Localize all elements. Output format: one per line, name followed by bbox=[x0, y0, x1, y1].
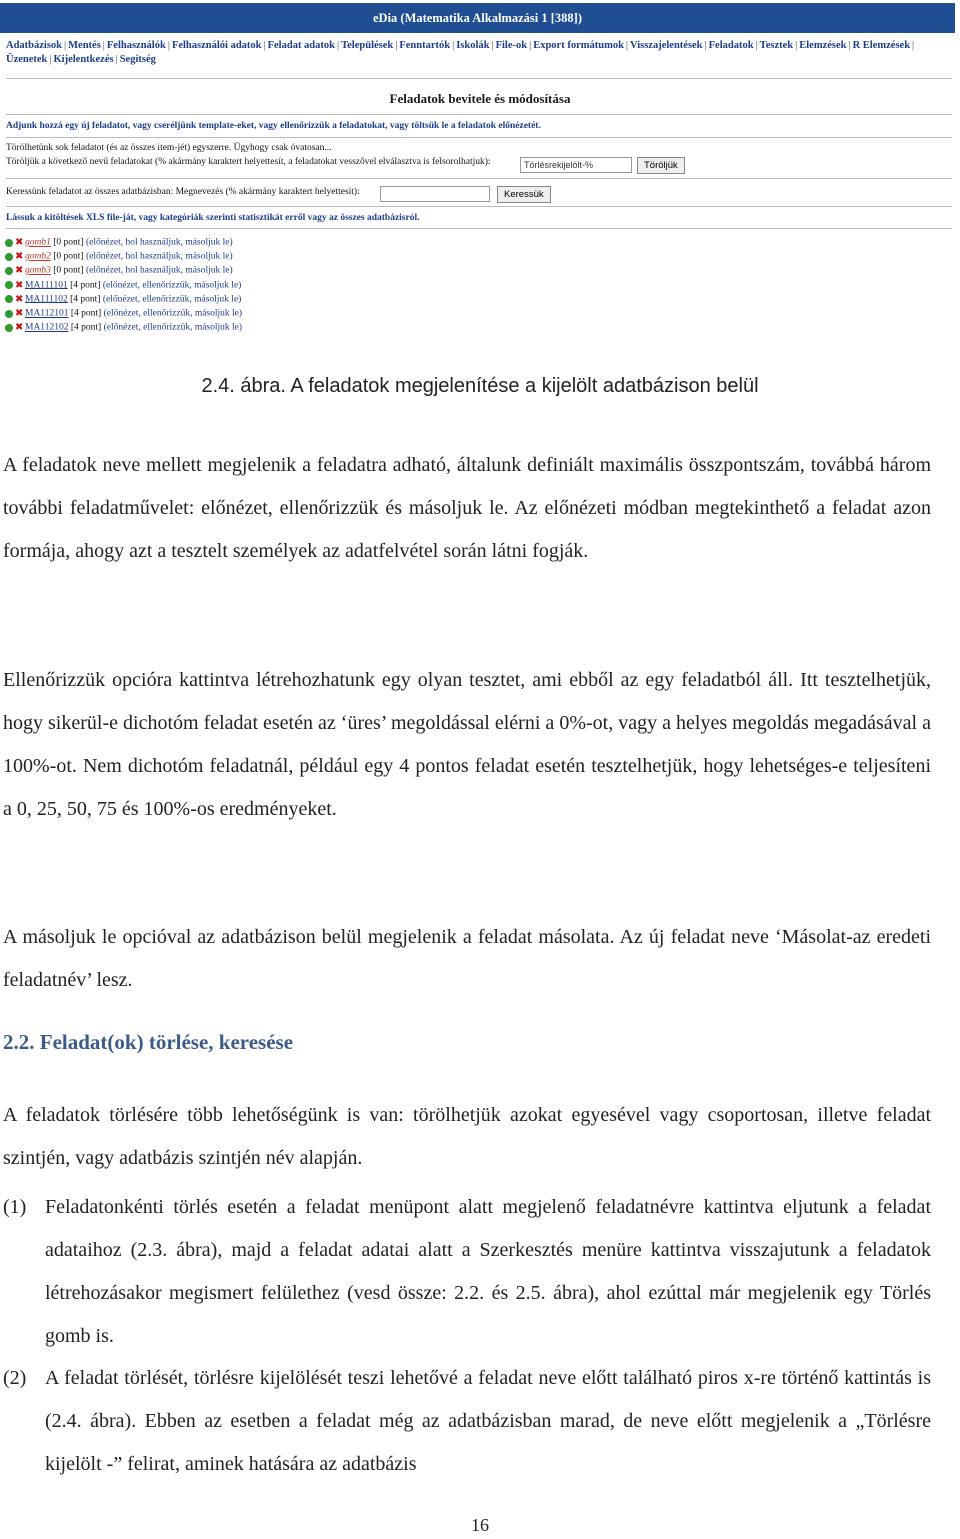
menu-separator: | bbox=[755, 40, 758, 51]
menu-item[interactable]: Tesztek bbox=[759, 40, 794, 51]
divider bbox=[6, 206, 952, 207]
menu-separator: | bbox=[167, 40, 170, 51]
menu-separator: | bbox=[115, 54, 118, 65]
section-heading: 2.2. Feladat(ok) törlése, keresése bbox=[3, 1030, 294, 1054]
menu-separator: | bbox=[795, 40, 798, 51]
paragraph: A másoljuk le opcióval az adatbázison belül megjelenik a feladat másolata. Az új feladat neve ‘Másolat-az eredeti feladatnév’ lesz. bbox=[3, 926, 931, 991]
page-heading: Feladatok bevitele és módosítása bbox=[389, 91, 571, 106]
task-points: [0 pont] bbox=[53, 251, 84, 262]
menu-separator: | bbox=[263, 40, 266, 51]
menu-separator: | bbox=[625, 40, 629, 51]
red-x-icon[interactable]: ✖ bbox=[15, 279, 24, 291]
delete-note: Törölhetünk sok feladatot (és az összes item-jét) egyszerre. Ügyhogy csak óvatosan... bbox=[6, 143, 332, 153]
task-name-link[interactable]: gomb2 bbox=[25, 251, 51, 262]
menu-separator: | bbox=[102, 40, 105, 51]
search-input[interactable] bbox=[380, 186, 490, 202]
task-row bbox=[5, 294, 241, 308]
menu-separator: | bbox=[491, 40, 494, 51]
task-operations-links[interactable]: (előnézet, hol használjuk, másoljuk le) bbox=[85, 266, 233, 277]
add-task-link[interactable]: Adjunk hozzá egy új feladatot, vagy cseréljünk template-eket, vagy ellenőrizzük a feladatokat, vagy töltsük le a feladatok előnézetét. bbox=[6, 121, 541, 131]
search-label: Keressünk feladatot az összes adatbázisban: Megnevezés (% akármány karaktert helyettesít): bbox=[6, 187, 360, 197]
menu-item[interactable]: Üzenetek bbox=[6, 54, 48, 65]
task-name-link[interactable]: MA111102 bbox=[25, 294, 68, 305]
figure-caption: 2.4. ábra. A feladatok megjelenítése a kijelölt adatbázison belül bbox=[201, 375, 759, 397]
menu-separator: | bbox=[452, 40, 455, 51]
red-x-icon[interactable]: ✖ bbox=[15, 251, 24, 263]
task-points: [4 pont] bbox=[70, 294, 101, 305]
menu-separator: | bbox=[848, 40, 851, 51]
menu-item[interactable]: Mentés bbox=[68, 40, 101, 51]
page-number: 16 bbox=[471, 1515, 489, 1535]
main-menu bbox=[6, 39, 954, 67]
app-screenshot bbox=[0, 0, 960, 345]
green-dot-icon bbox=[5, 239, 13, 247]
red-x-icon[interactable]: ✖ bbox=[15, 322, 24, 334]
task-name-link[interactable]: gomb1 bbox=[25, 237, 51, 248]
list-text: Feladatonkénti törlés esetén a feladat menüpont alatt megjelenő feladatnévre kattintva eljutunk a feladat adataihoz (2.3. ábra), majd a feladat adatai alatt a Szerkesztés menüre kattintva visszajutunk a feladatok létrehozásakor megismert felülethez (vesd össze: 2.2. és 2.5. ábra), ahol ezúttal már megjelenik egy Törlés gomb is. bbox=[45, 1196, 931, 1347]
menu-item[interactable]: Kijelentkezés bbox=[53, 54, 114, 65]
green-dot-icon bbox=[5, 310, 13, 318]
task-points: [4 pont] bbox=[70, 308, 102, 319]
paragraph: Ellenőrizzük opcióra kattintva létrehozhatunk egy olyan tesztet, ami ebből az egy feladatból áll. Itt tesztelhetjük, hogy sikerül-e dichotóm feladat esetén az ‘üres’ megoldással elérni a 0%-ot, vagy a helyes megoldás megadásával a 100%-ot. Nem dichotóm feladatnál, például egy 4 pontos feladat esetén tesztelhetjük, hogy lehetséges-e teljesíteni a 0, 25, 50, 75 és 100%-os eredményeket. bbox=[3, 669, 931, 820]
task-row bbox=[5, 322, 242, 336]
list-number: (2) bbox=[3, 1367, 27, 1389]
task-row bbox=[5, 308, 242, 322]
delete-button[interactable]: Töröljük bbox=[637, 157, 685, 174]
menu-item[interactable]: Feladatok bbox=[708, 40, 754, 51]
red-x-icon[interactable]: ✖ bbox=[15, 293, 24, 305]
search-button[interactable]: Keressük bbox=[497, 186, 551, 203]
menu-separator: | bbox=[49, 54, 52, 65]
menu-item[interactable]: Iskolák bbox=[456, 40, 490, 51]
divider bbox=[6, 178, 952, 179]
menu-item[interactable]: Felhasználói adatok bbox=[171, 40, 262, 51]
red-x-icon[interactable]: ✖ bbox=[15, 308, 24, 319]
task-row bbox=[5, 265, 233, 279]
menu-separator: | bbox=[529, 40, 532, 51]
window-title: eDia (Matematika Alkalmazási 1 [388]) bbox=[0, 3, 955, 33]
task-name-link[interactable]: gomb3 bbox=[25, 266, 51, 277]
menu-item[interactable]: Felhasználók bbox=[106, 40, 166, 51]
menu-separator: | bbox=[395, 40, 398, 51]
green-dot-icon bbox=[5, 295, 13, 303]
task-name-link[interactable]: MA112101 bbox=[25, 308, 69, 319]
task-points: [0 pont] bbox=[53, 266, 84, 277]
task-operations-links[interactable]: (előnézet, hol használjuk, másoljuk le) bbox=[85, 237, 233, 248]
task-operations-links[interactable]: (előnézet, hol használjuk, másoljuk le) bbox=[85, 251, 233, 262]
divider bbox=[6, 137, 952, 138]
task-points: [4 pont] bbox=[70, 322, 102, 333]
menu-item[interactable]: Települések bbox=[341, 40, 394, 51]
menu-item[interactable]: Feladat adatok bbox=[267, 40, 335, 51]
green-dot-icon bbox=[5, 281, 13, 289]
menu-separator: | bbox=[64, 40, 67, 51]
task-points: [0 pont] bbox=[53, 237, 84, 248]
menu-separator: | bbox=[704, 40, 707, 51]
menu-item[interactable]: R Elemzések bbox=[852, 40, 911, 51]
list-number: (1) bbox=[3, 1196, 27, 1218]
task-row bbox=[5, 280, 241, 294]
task-name-link[interactable]: MA111101 bbox=[25, 280, 68, 291]
menu-separator: | bbox=[337, 40, 340, 51]
task-operations-links[interactable]: (előnézet, ellenőrizzük, másoljuk le) bbox=[102, 294, 242, 305]
divider bbox=[6, 114, 952, 115]
task-operations-links[interactable]: (előnézet, ellenőrizzük, másoljuk le) bbox=[103, 308, 243, 319]
green-dot-icon bbox=[5, 267, 13, 275]
delete-pattern-label: Töröljük a következő nevű feladatokat (% akármány karaktert helyettesít, a feladatokat vesszővel elválasztva is felsorolhatjuk): bbox=[6, 157, 491, 167]
divider bbox=[6, 228, 952, 229]
menu-item[interactable]: Elemzések bbox=[799, 40, 847, 51]
stats-link[interactable]: Lássuk a kitöltések XLS file-ját, vagy kategóriák szerinti statisztikát erről vagy az összes adatbázisról. bbox=[6, 213, 420, 223]
list-text: A feladat törlését, törlésre kijelölését teszi lehetővé a feladat neve előtt található piros x-re történő kattintás is (2.4. ábra). Ebben az esetben a feladat még az adatbázisban marad, de neve előtt megjelenik a „Törlésre kijelölt -” felirat, aminek hatására az adatbázis bbox=[45, 1367, 931, 1475]
divider bbox=[6, 78, 952, 79]
paragraph: A feladatok törlésére több lehetőségünk is van: törölhetjük azokat egyesével vagy csoportosan, illetve feladat szintjén, vagy adatbázis szintjén név alapján. bbox=[3, 1104, 931, 1169]
paragraph: A feladatok neve mellett megjelenik a feladatra adható, általunk definiált maximális összpontszám, továbbá három további feladatművelet: előnézet, ellenőrizzük és másoljuk le. Az előnézeti módban megtekinthető a feladat azon formája, ahogy azt a tesztelt személyek az adatfelvétel során látni fogják. bbox=[3, 454, 931, 562]
task-name-link[interactable]: MA112102 bbox=[25, 322, 69, 333]
delete-pattern-input[interactable]: Törlésrekijelölt-% bbox=[520, 157, 632, 173]
task-operations-links[interactable]: (előnézet, ellenőrizzük, másoljuk le) bbox=[103, 322, 243, 333]
task-operations-links[interactable]: (előnézet, ellenőrizzük, másoljuk le) bbox=[102, 280, 242, 291]
menu-item[interactable]: Segítség bbox=[119, 54, 156, 65]
menu-item[interactable]: Export formátumok bbox=[533, 40, 624, 51]
menu-item[interactable]: Visszajelentések bbox=[630, 40, 703, 51]
green-dot-icon bbox=[5, 253, 13, 261]
menu-item[interactable]: File-ok bbox=[495, 40, 528, 51]
menu-separator: | bbox=[912, 40, 915, 51]
red-x-icon[interactable]: ✖ bbox=[15, 265, 24, 277]
task-row bbox=[5, 237, 233, 251]
task-points: [4 pont] bbox=[70, 280, 101, 291]
green-dot-icon bbox=[5, 324, 13, 332]
task-row bbox=[5, 251, 233, 265]
menu-item[interactable]: Adatbázisok bbox=[6, 40, 63, 51]
menu-item[interactable]: Fenntartók bbox=[399, 40, 451, 51]
red-x-icon[interactable]: ✖ bbox=[15, 237, 24, 248]
